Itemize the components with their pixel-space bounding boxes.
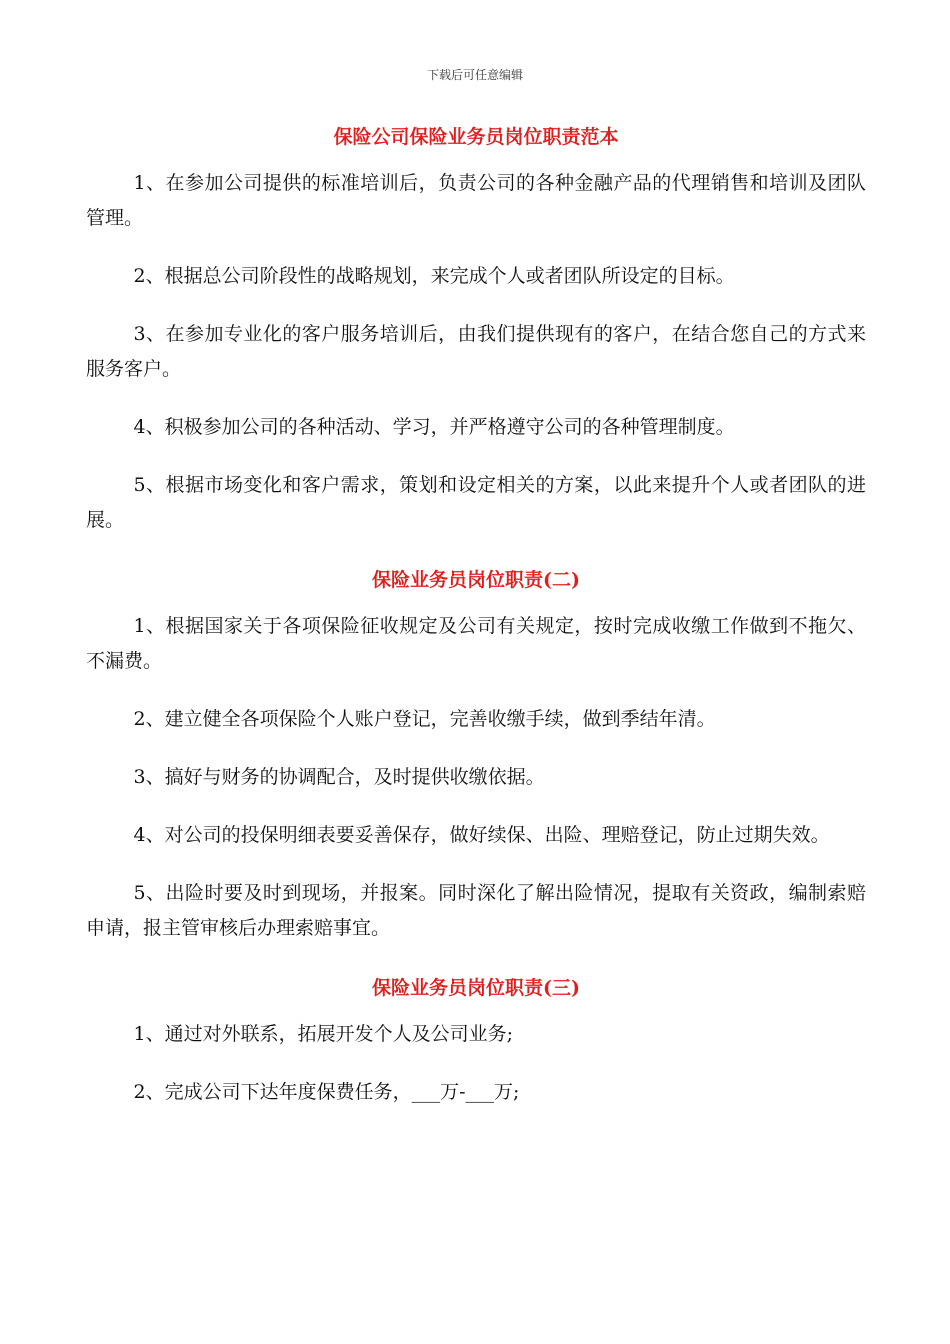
- list-item: 1、通过对外联系，拓展开发个人及公司业务;: [133, 1023, 513, 1045]
- list-item: 3、在参加专业化的客户服务培训后，由我们提供现有的客户，在结合您自己的方式来服务客户。: [86, 323, 866, 380]
- page-header-note: 下载后可任意编辑: [426, 68, 523, 82]
- list-item: 2、完成公司下达年度保费任务，___万-___万;: [133, 1081, 520, 1103]
- document-body: [86, 118, 866, 1133]
- list-item: 3、搞好与财务的协调配合，及时提供收缴依据。: [133, 766, 545, 788]
- list-item: 2、根据总公司阶段性的战略规划，来完成个人或者团队所设定的目标。: [133, 265, 735, 287]
- section-title: 保险业务员岗位职责(二): [372, 569, 580, 591]
- section-1: [86, 118, 866, 538]
- list-item: 2、建立健全各项保险个人账户登记，完善收缴手续，做到季结年清。: [133, 708, 716, 730]
- section-3: [86, 969, 866, 1110]
- list-item: 1、根据国家关于各项保险征收规定及公司有关规定，按时完成收缴工作做到不拖欠、不漏费。: [86, 615, 866, 672]
- list-item: 4、对公司的投保明细表要妥善保存，做好续保、出险、理赔登记，防止过期失效。: [133, 824, 830, 846]
- list-item: 5、根据市场变化和客户需求，策划和设定相关的方案，以此来提升个人或者团队的进展。: [86, 474, 866, 531]
- list-item: 5、出险时要及时到现场，并报案。同时深化了解出险情况，提取有关资政，编制索赔申请，报主管审核后办理索赔事宜。: [86, 882, 866, 939]
- section-title: 保险公司保险业务员岗位职责范本: [333, 126, 619, 148]
- section-title: 保险业务员岗位职责(三): [372, 977, 580, 999]
- list-item: 1、在参加公司提供的标准培训后，负责公司的各种金融产品的代理销售和培训及团队管理。: [86, 172, 866, 229]
- list-item: 4、积极参加公司的各种活动、学习，并严格遵守公司的各种管理制度。: [133, 416, 735, 438]
- section-2: [86, 561, 866, 946]
